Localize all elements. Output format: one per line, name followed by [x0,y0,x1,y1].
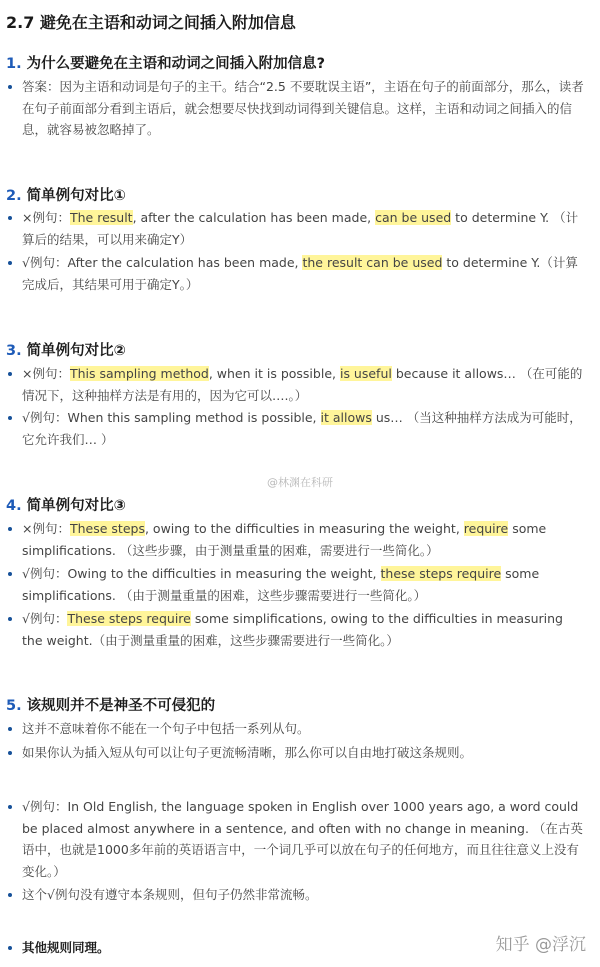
highlight: it allows [320,410,372,425]
list-item: √例句：These steps require some simplifications, owing to the difficulties in measuring the weight.（由于测量重量的困难，这些步骤需要进行一些简化。） [8,608,586,651]
list-item: 其他规则同理。 [8,937,586,959]
bullet-icon [8,946,12,950]
highlight: the result can be used [302,255,443,270]
list-item: √例句：When this sampling method is possible, it allows us… （当这种抽样方法成为可能时，它允许我们… ） [8,407,586,450]
bullet-icon [8,572,12,576]
list-item: ×例句：These steps, owing to the difficulties in measuring the weight, require some simplifications. （这些步骤，由于测量重量的困难，需要进行一些简化。） [8,518,586,561]
highlight: The result [69,210,133,225]
bullet-icon [8,372,12,376]
bullet-icon [8,216,12,220]
highlight: these steps require [380,566,502,581]
list-item: 这并不意味着你不能在一个句子中包括一系列从句。 [8,718,586,740]
highlight: require [463,521,509,536]
bullet-icon [8,416,12,420]
section-heading-5: 5. 该规则并不是神圣不可侵犯的 [6,698,216,714]
bullet-icon [8,261,12,265]
list-item: 如果你认为插入短从句可以让句子更流畅清晰，那么你可以自由地打破这条规则。 [8,742,586,764]
bullet-icon [8,617,12,621]
section-heading-3: 3. 简单例句对比② [6,343,126,359]
section-heading-1: 1. 为什么要避免在主语和动词之间插入附加信息? [6,56,326,72]
list-item: 这个√例句没有遵守本条规则，但句子仍然非常流畅。 [8,884,586,906]
section-heading-4: 4. 简单例句对比③ [6,498,126,514]
bullet-icon [8,727,12,731]
highlight: This sampling method [69,366,209,381]
list-item: √例句：In Old English, the language spoken in English over 1000 years ago, a word could be placed almost anywhere in a sentence, and often with no change in meaning. （在古英语中，也就是1000多年前的英语语言中，一个词几乎可以放在句子的任何地方，而且往往意义上没有变化。） [8,796,586,882]
bullet-icon [8,751,12,755]
bullet-icon [8,893,12,897]
watermark: @林渊在科研 [267,476,333,489]
highlight: These steps require [67,611,191,626]
page-title: 2.7 避免在主语和动词之间插入附加信息 [6,13,296,32]
section-heading-2: 2. 简单例句对比① [6,188,126,204]
highlight: These steps [69,521,145,536]
list-item: √例句：After the calculation has been made, the result can be used to determine Y.（计算完成后，其结果可用于确定Y。） [8,252,586,295]
list-item: √例句：Owing to the difficulties in measuring the weight, these steps require some simplifications. （由于测量重量的困难，这些步骤需要进行一些简化。） [8,563,586,606]
bullet-icon [8,527,12,531]
list-item: ×例句：The result, after the calculation has been made, can be used to determine Y. （计算后的结果，可以用来确定Y） [8,207,586,250]
highlight: is useful [339,366,392,381]
highlight: can be used [375,210,452,225]
list-item: 答案：因为主语和动词是句子的主干。结合“2.5 不要耽误主语”，主语在句子的前面部分，那么，读者在句子前面部分看到主语后，就会想要尽快找到动词得到关键信息。这样，主语和动词之间插入的信息，就容易被忽略掉了。 [8,76,586,141]
bullet-icon [8,85,12,89]
bullet-icon [8,805,12,809]
zhihu-watermark: 知乎 @浮沉 [495,935,586,955]
list-item: ×例句：This sampling method, when it is possible, is useful because it allows… （在可能的情况下，这种抽样方法是有用的，因为它可以….。） [8,363,586,406]
